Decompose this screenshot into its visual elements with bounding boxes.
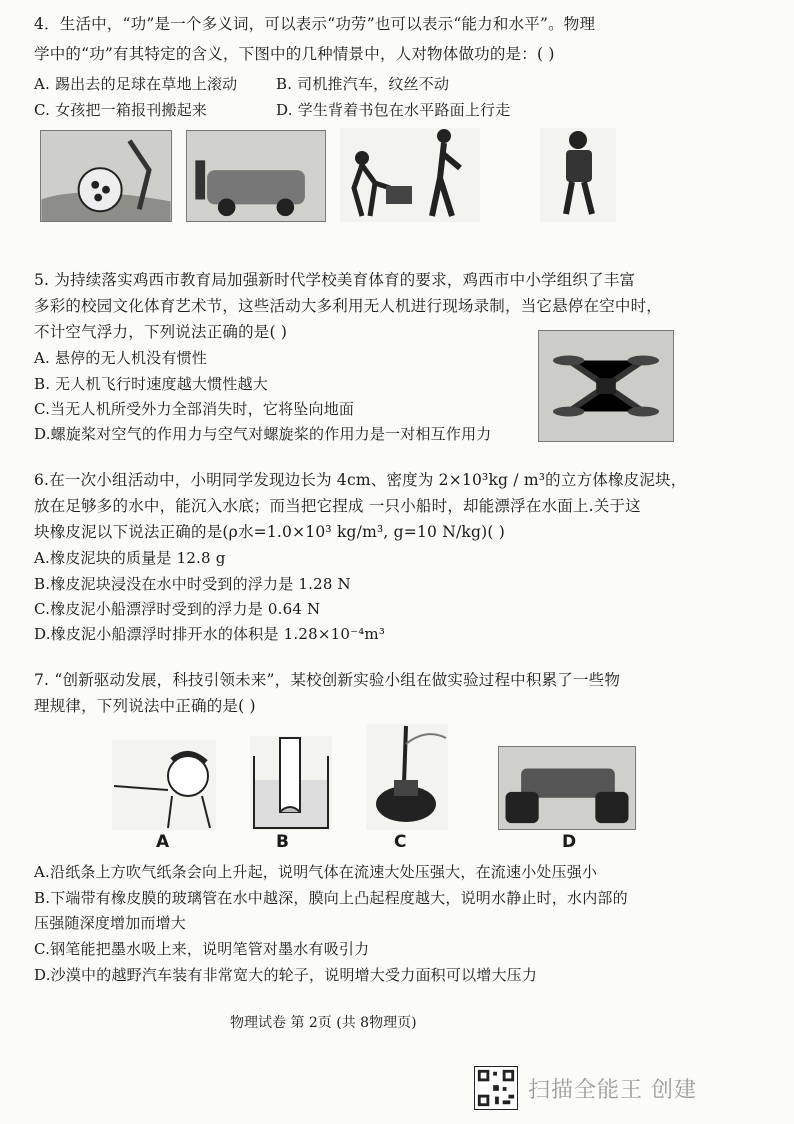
q7-stem-line2: 理规律，下列说法中正确的是( ): [34, 697, 256, 715]
q4-option-d: D. 学生背着书包在水平路面上行走: [276, 101, 511, 119]
q7-image-d-offroad-car: [498, 746, 636, 830]
q7-option-b-line2: 压强随深度增加而增大: [34, 914, 187, 932]
q5-image-drone: [538, 330, 674, 442]
q7-caption-a: A: [156, 832, 170, 852]
q6-option-b: B.橡皮泥块浸没在水中时受到的浮力是 1.28 N: [34, 575, 351, 593]
q5-option-b: B. 无人机飞行时速度越大惯性越大: [34, 375, 268, 393]
page-footer: 物理试卷 第 2页 (共 8物理页): [230, 1015, 417, 1031]
q5-stem-line2: 多彩的校园文化体育艺术节，这些活动大多利用无人机进行现场录制，当它悬停在空中时，: [34, 297, 663, 315]
q4-option-a: A. 踢出去的足球在草地上滚动: [34, 75, 238, 93]
q7-caption-b: B: [276, 832, 289, 852]
q7-option-c: C.钢笔能把墨水吸上来，说明笔管对墨水有吸引力: [34, 940, 370, 958]
q6-option-d: D.橡皮泥小船漂浮时排开水的体积是 1.28×10⁻⁴m³: [34, 625, 386, 643]
q4-option-b: B. 司机推汽车，纹丝不动: [276, 75, 450, 93]
q4-image-push-car: [186, 130, 326, 222]
q7-caption-c: C: [394, 832, 407, 852]
q7-option-d: D.沙漠中的越野汽车装有非常宽大的轮子，说明增大受力面积可以增大压力: [34, 966, 538, 984]
q7-stem-line1: 7. “创新驱动发展，科技引领未来”，某校创新实验小组在做实验过程中积累了一些物: [34, 671, 621, 689]
watermark-text: 扫描全能王 创建: [528, 1077, 697, 1103]
q6-stem-line1: 6.在一次小组活动中，小明同学发现边长为 4cm、密度为 2×10³kg / m³的立方体橡皮泥块，: [34, 471, 687, 489]
q4-option-c: C. 女孩把一箱报刊搬起来: [34, 101, 208, 119]
q6-stem-line2: 放在足够多的水中，能沉入水底；而当把它捏成 一只小船时，却能漂浮在水面上.关于这: [34, 497, 641, 515]
q4-image-lift-box: [340, 128, 480, 222]
q4-image-football: [40, 130, 172, 222]
q7-option-b-line1: B.下端带有橡皮膜的玻璃管在水中越深，膜向上凸起程度越大，说明水静止时，水内部的: [34, 889, 628, 907]
q7-image-c-fountain-pen: [366, 724, 448, 830]
q7-image-a-blowing-paper: [112, 740, 216, 830]
q6-option-a: A.橡皮泥块的质量是 12.8 g: [34, 549, 226, 567]
q7-image-b-glass-tube: [250, 736, 332, 830]
q4-stem-line2: 学中的“功”有其特定的含义，下图中的几种情景中，人对物体做功的是：( ): [34, 45, 555, 63]
q7-option-a: A.沿纸条上方吹气纸条会向上升起，说明气体在流速大处压强大，在流速小处压强小: [34, 863, 598, 881]
q5-option-c: C.当无人机所受外力全部消失时，它将坠向地面: [34, 400, 355, 418]
q7-caption-d: D: [562, 832, 577, 852]
q5-stem-line3: 不计空气浮力，下列说法正确的是( ): [34, 323, 288, 341]
q4-stem-line1: 4．生活中，“功”是一个多义词，可以表示“功劳”也可以表示“能力和水平”。物理: [34, 15, 596, 33]
q5-option-a: A. 悬停的无人机没有惯性: [34, 349, 207, 367]
q6-stem-line3: 块橡皮泥以下说法正确的是(ρ水=1.0×10³ kg/m³, g=10 N/kg)( ): [34, 523, 505, 541]
qr-code-icon: [474, 1066, 518, 1110]
q4-image-student-backpack: [540, 128, 616, 222]
q5-option-d: D.螺旋桨对空气的作用力与空气对螺旋桨的作用力是一对相互作用力: [34, 425, 492, 443]
q5-stem-line1: 5. 为持续落实鸡西市教育局加强新时代学校美育体育的要求，鸡西市中小学组织了丰富: [34, 271, 636, 289]
scanner-watermark: [474, 1066, 697, 1110]
q6-option-c: C.橡皮泥小船漂浮时受到的浮力是 0.64 N: [34, 600, 321, 618]
